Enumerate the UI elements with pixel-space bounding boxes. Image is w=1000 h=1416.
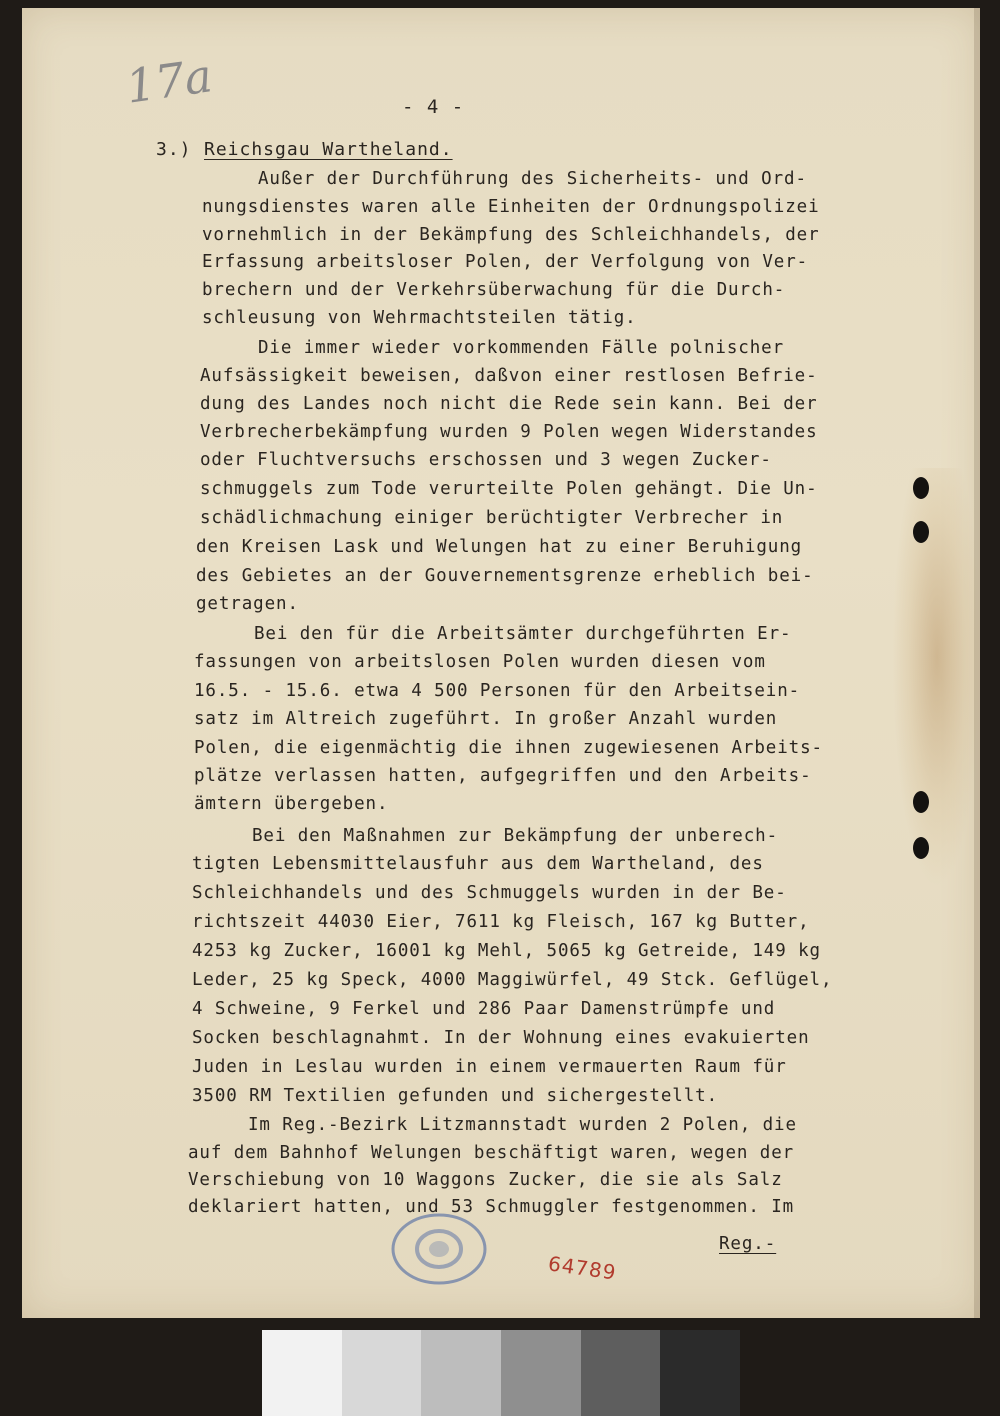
text-line: brechern und der Verkehrsüberwachung für die Durch-	[202, 280, 786, 300]
text-line: satz im Altreich zugeführt. In großer Anzahl wurden	[194, 709, 778, 729]
text-line: Juden in Leslau wurden in einem vermauerten Raum für	[192, 1057, 787, 1077]
text-line: schädlichmachung einiger berüchtigter Verbrecher in	[200, 508, 784, 528]
calibration-patch	[660, 1330, 740, 1416]
text-line: 16.5. - 15.6. etwa 4 500 Personen für den Arbeitsein-	[194, 681, 801, 701]
calibration-patch	[421, 1330, 501, 1416]
archive-number: 64789	[546, 1251, 618, 1285]
handwritten-page-mark: 17a	[122, 48, 216, 114]
document-page	[22, 8, 980, 1318]
text-line: 4 Schweine, 9 Ferkel und 286 Paar Damenstrümpfe und	[192, 999, 776, 1019]
text-line: Schleichhandels und des Schmuggels wurden in der Be-	[192, 883, 787, 903]
punch-hole	[913, 837, 929, 859]
text-line: Socken beschlagnahmt. In der Wohnung eines evakuierten	[192, 1028, 810, 1048]
section-number: 3.)	[156, 139, 192, 160]
text-line: des Gebietes an der Gouvernementsgrenze erheblich bei-	[196, 566, 814, 586]
text-line: Bei den für die Arbeitsämter durchgeführten Er-	[254, 624, 792, 644]
text-line: Aufsässigkeit beweisen, daßvon einer restlosen Befrie-	[200, 366, 818, 386]
text-line: Verbrecherbekämpfung wurden 9 Polen wegen Widerstandes	[200, 422, 818, 442]
text-line: tigten Lebensmittelausfuhr aus dem Wartheland, des	[192, 854, 764, 874]
text-line: Im Reg.-Bezirk Litzmannstadt wurden 2 Polen, die	[248, 1115, 797, 1135]
calibration-patch	[581, 1330, 661, 1416]
text-line: Leder, 25 kg Speck, 4000 Maggiwürfel, 49 Stck. Geflügel,	[192, 970, 833, 990]
text-line: deklariert hatten, und 53 Schmuggler festgenommen. Im	[188, 1197, 795, 1217]
text-line: den Kreisen Lask und Welungen hat zu einer Beruhigung	[196, 537, 803, 557]
text-line: schleusung von Wehrmachtsteilen tätig.	[202, 308, 637, 328]
text-line: Erfassung arbeitsloser Polen, der Verfolgung von Ver-	[202, 252, 809, 272]
text-line: 3500 RM Textilien gefunden und sichergestellt.	[192, 1086, 719, 1106]
calibration-patch	[342, 1330, 422, 1416]
archive-stamp-icon	[389, 1211, 489, 1287]
text-line: schmuggels zum Tode verurteilte Polen gehängt. Die Un-	[200, 479, 818, 499]
text-line: richtszeit 44030 Eier, 7611 kg Fleisch, 167 kg Butter,	[192, 912, 810, 932]
color-calibration-strip	[262, 1330, 740, 1416]
text-line: nungsdienstes waren alle Einheiten der Ordnungspolizei	[202, 197, 820, 217]
text-line: ämtern übergeben.	[194, 794, 389, 814]
calibration-patch	[262, 1330, 342, 1416]
page-number: - 4 -	[402, 96, 465, 118]
text-line: Außer der Durchführung des Sicherheits- und Ord-	[258, 169, 807, 189]
punch-hole	[913, 477, 929, 499]
text-line: dung des Landes noch nicht die Rede sein kann. Bei der	[200, 394, 818, 414]
text-line: 4253 kg Zucker, 16001 kg Mehl, 5065 kg Getreide, 149 kg	[192, 941, 821, 961]
section-heading: Reichsgau Wartheland.	[204, 139, 453, 160]
text-line: oder Fluchtversuchs erschossen und 3 wegen Zucker-	[200, 450, 772, 470]
calibration-patch	[501, 1330, 581, 1416]
text-line: Die immer wieder vorkommenden Fälle polnischer	[258, 338, 785, 358]
page-edge-shadow	[974, 8, 980, 1318]
catchword: Reg.-	[719, 1234, 777, 1254]
text-line: plätze verlassen hatten, aufgegriffen und den Arbeits-	[194, 766, 812, 786]
text-line: fassungen von arbeitslosen Polen wurden diesen vom	[194, 652, 766, 672]
text-line: vornehmlich in der Bekämpfung des Schleichhandels, der	[202, 225, 820, 245]
punch-hole	[913, 791, 929, 813]
text-line: Polen, die eigenmächtig die ihnen zugewiesenen Arbeits-	[194, 738, 823, 758]
text-line: Bei den Maßnahmen zur Bekämpfung der unberech-	[252, 826, 779, 846]
burn-stain	[892, 468, 980, 888]
text-line: auf dem Bahnhof Welungen beschäftigt waren, wegen der	[188, 1143, 795, 1163]
text-line: Verschiebung von 10 Waggons Zucker, die sie als Salz	[188, 1170, 783, 1190]
punch-hole	[913, 521, 929, 543]
text-line: getragen.	[196, 594, 299, 614]
